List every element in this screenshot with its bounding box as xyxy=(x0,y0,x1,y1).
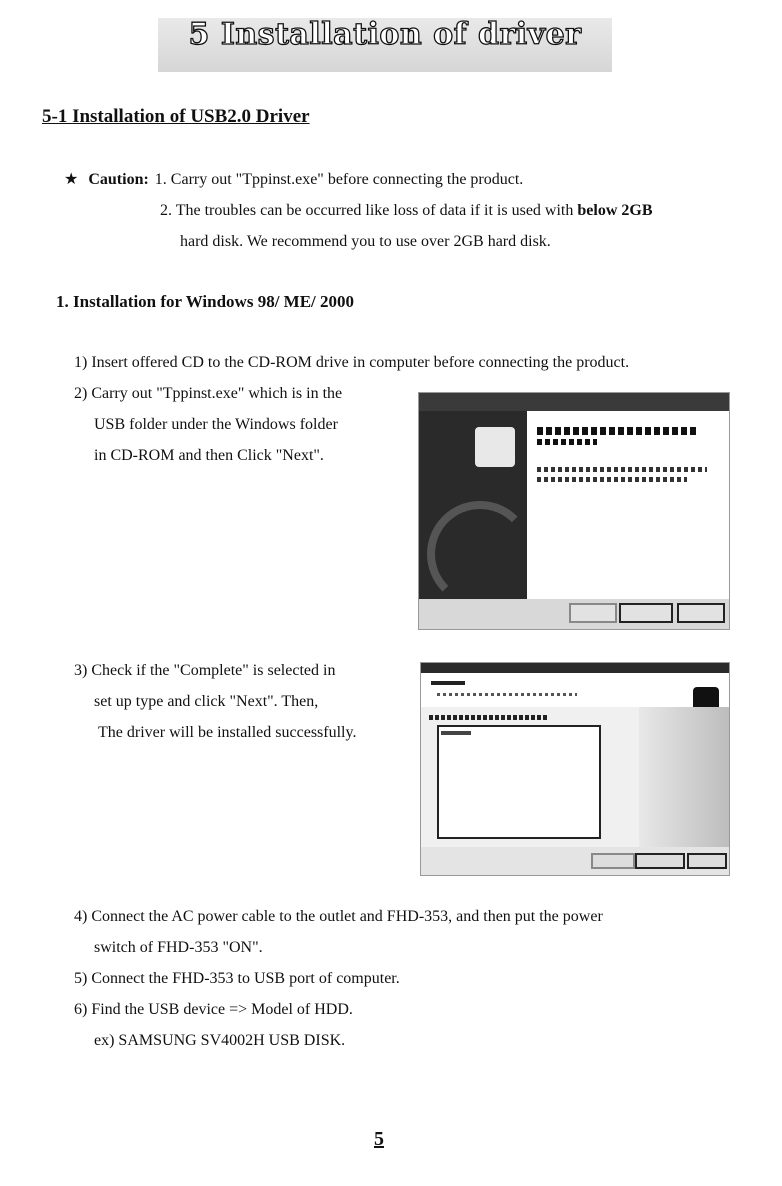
step-5: 5) Connect the FHD-353 to USB port of computer. xyxy=(74,970,400,987)
caution-item-2c: hard disk. We recommend you to use over 2GB hard disk. xyxy=(180,233,551,250)
step-2-line-3: in CD-ROM and then Click "Next". xyxy=(94,447,324,464)
step-2-line-1: 2) Carry out "Tppinst.exe" which is in the xyxy=(74,385,343,402)
star-icon: ★ xyxy=(64,171,79,188)
example-line: ex) SAMSUNG SV4002H USB DISK. xyxy=(94,1032,346,1049)
caution-item-1: 1. Carry out "Tppinst.exe" before connecting the product. xyxy=(154,171,524,188)
setup-type-screenshot xyxy=(420,662,730,876)
install-heading: 1. Installation for Windows 98/ ME/ 2000 xyxy=(56,292,355,311)
step-1: 1) Insert offered CD to the CD-ROM drive in computer before connecting the product. xyxy=(74,354,630,371)
caution-line-1: ★ Caution: 1. Carry out "Tppinst.exe" before connecting the product. xyxy=(64,171,524,188)
step-3-line-3: The driver will be installed successfully. xyxy=(98,724,357,741)
caution-line-2 xyxy=(160,201,653,221)
step-4-line-2: switch of FHD-353 "ON". xyxy=(94,939,263,956)
caution-label: Caution xyxy=(88,171,144,188)
step-6: 6) Find the USB device => Model of HDD. xyxy=(74,1001,353,1018)
caution-item-2a: 2. The troubles can be occurred like loss of data if it is used with xyxy=(160,202,578,219)
installer-welcome-screenshot xyxy=(418,392,730,630)
step-3-line-2: set up type and click "Next". Then, xyxy=(94,693,319,710)
chapter-title: 5 Installation of driver xyxy=(188,17,582,52)
step-4-line-1: 4) Connect the AC power cable to the outlet and FHD-353, and then put the power xyxy=(74,908,603,925)
step-2-line-2: USB folder under the Windows folder xyxy=(94,416,338,433)
caution-item-2b: below 2GB xyxy=(577,202,653,219)
section-heading: 5-1 Installation of USB2.0 Driver xyxy=(42,106,310,127)
page-number: 5 xyxy=(374,1128,384,1150)
disk-icon xyxy=(475,427,515,467)
step-3-line-1: 3) Check if the "Complete" is selected in xyxy=(74,662,336,679)
